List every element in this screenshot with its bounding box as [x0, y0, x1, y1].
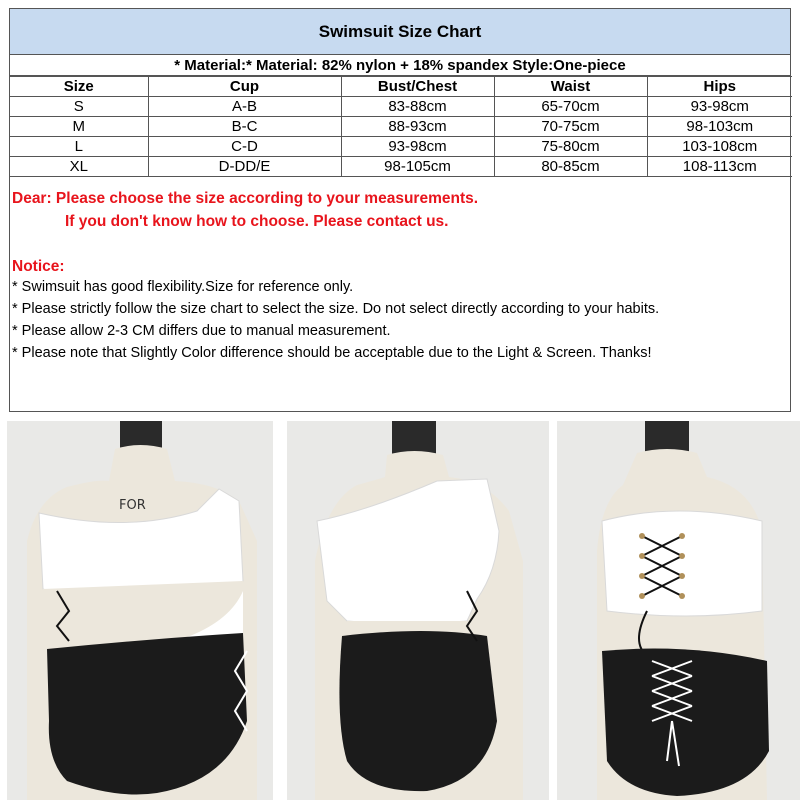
table-cell: 80-85cm: [494, 157, 647, 177]
notice-title: Notice:: [12, 258, 65, 275]
table-cell: D-DD/E: [148, 157, 341, 177]
table-cell: 83-88cm: [341, 97, 494, 117]
header-cell: Bust/Chest: [341, 77, 494, 97]
header-cell: Size: [10, 77, 148, 97]
table-cell: 65-70cm: [494, 97, 647, 117]
dear-line-1: Dear: Please choose the size according to your measurements.: [12, 190, 479, 207]
notice-list: [10, 276, 790, 364]
table-cell: L: [10, 137, 148, 157]
table-cell: 93-98cm: [341, 137, 494, 157]
table-cell: A-B: [148, 97, 341, 117]
table-cell: B-C: [148, 117, 341, 137]
material-line: * Material:* Material: 82% nylon + 18% spandex Style:One-piece: [10, 55, 790, 76]
table-cell: 108-113cm: [647, 157, 792, 177]
table-cell: XL: [10, 157, 148, 177]
product-photo-front: [7, 421, 273, 800]
notice-item: * Please allow 2-3 CM differs due to manual measurement.: [12, 323, 391, 339]
notice-item: * Please strictly follow the size chart to select the size. Do not select directly according to your habits.: [12, 301, 660, 317]
table-cell: 98-103cm: [647, 117, 792, 137]
dear-line-2: If you don't know how to choose. Please contact us.: [65, 213, 449, 230]
notice-item: * Swimsuit has good flexibility.Size for reference only.: [12, 279, 354, 295]
product-photo-back: [287, 421, 549, 800]
table-header-row: [10, 77, 792, 97]
table-row: [10, 97, 792, 117]
chart-title: Swimsuit Size Chart: [10, 9, 790, 55]
table-cell: 103-108cm: [647, 137, 792, 157]
product-photo-side: [557, 421, 800, 800]
table-cell: 75-80cm: [494, 137, 647, 157]
notice-item: * Please note that Slightly Color difference should be acceptable due to the Light & Screen. Thanks!: [12, 345, 652, 361]
size-chart-sheet: [9, 8, 791, 412]
table-cell: C-D: [148, 137, 341, 157]
table-row: [10, 117, 792, 137]
table-cell: M: [10, 117, 148, 137]
mannequin-label: FOR: [119, 498, 146, 513]
table-cell: 93-98cm: [647, 97, 792, 117]
header-cell: Cup: [148, 77, 341, 97]
table-cell: 70-75cm: [494, 117, 647, 137]
table-cell: 98-105cm: [341, 157, 494, 177]
table-cell: S: [10, 97, 148, 117]
table-row: [10, 137, 792, 157]
header-cell: Waist: [494, 77, 647, 97]
dear-note: [10, 177, 790, 233]
header-cell: Hips: [647, 77, 792, 97]
size-table: [10, 76, 792, 177]
table-cell: 88-93cm: [341, 117, 494, 137]
table-row: [10, 157, 792, 177]
